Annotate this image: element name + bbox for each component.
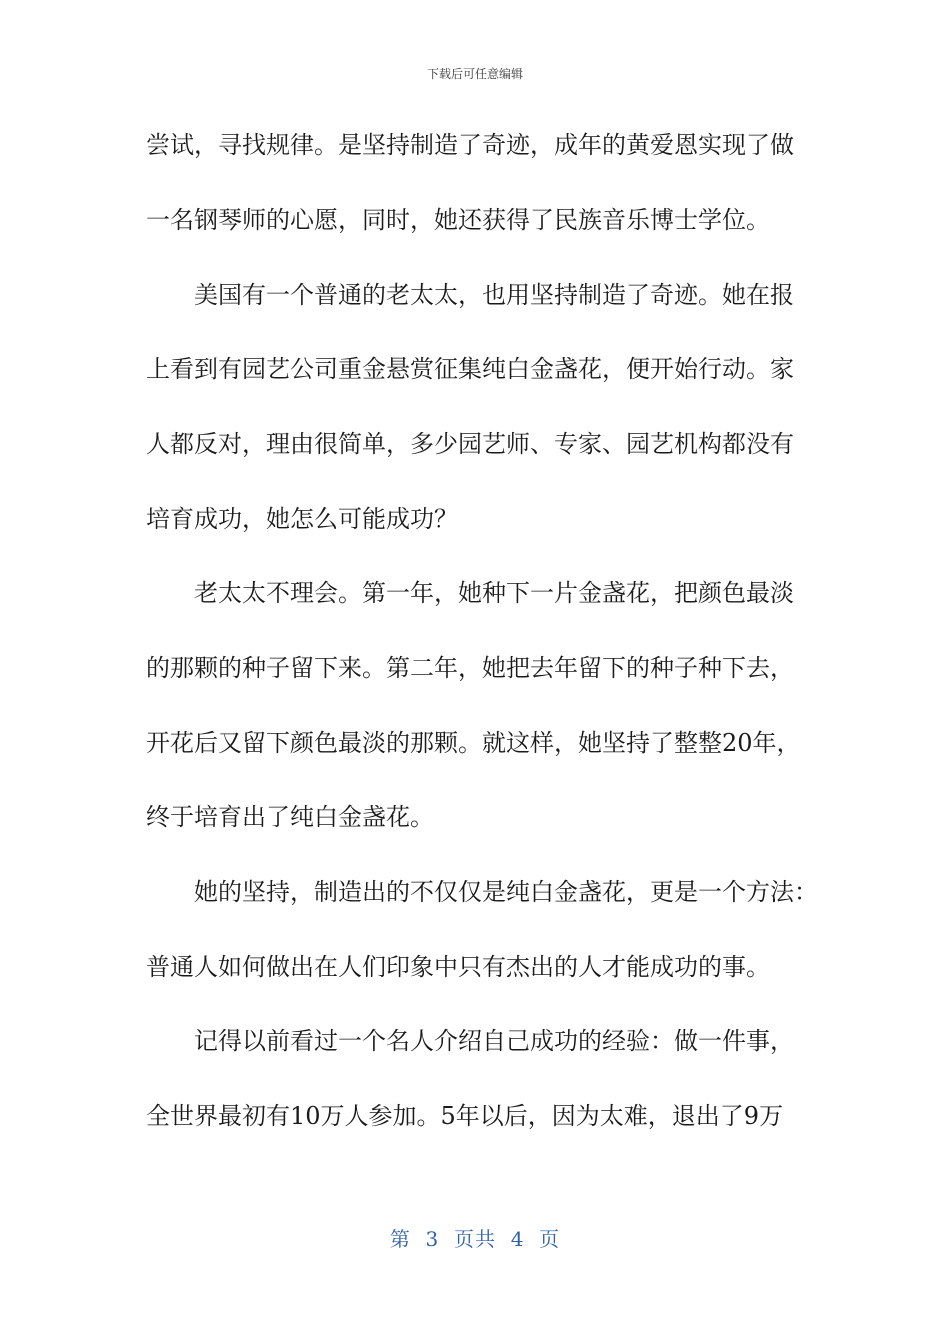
text-line: 开花后又留下颜色最淡的那颗。就这样，她坚持了整整20年， bbox=[146, 729, 801, 757]
text-line: 的那颗的种子留下来。第二年，她把去年留下的种子种下去， bbox=[146, 654, 794, 682]
text-line: 人都反对，理由很简单，多少园艺师、专家、园艺机构都没有 bbox=[146, 430, 794, 458]
text-line: 培育成功，她怎么可能成功？ bbox=[146, 505, 458, 533]
text-line: 终于培育出了纯白金盏花。 bbox=[146, 803, 434, 831]
page-header: 下载后可任意编辑 bbox=[426, 67, 523, 81]
paragraph-first-line: 记得以前看过一个名人介绍自己成功的经验：做一件事， bbox=[194, 1027, 794, 1055]
page-number-footer: 第 3 页共 4 页 bbox=[389, 1227, 561, 1251]
paragraph-first-line: 老太太不理会。第一年，她种下一片金盏花，把颜色最淡 bbox=[194, 579, 794, 607]
text-line: 全世界最初有10万人参加。5年以后，因为太难，退出了9万 bbox=[146, 1102, 784, 1130]
paragraph-first-line: 美国有一个普通的老太太，也用坚持制造了奇迹。她在报 bbox=[194, 281, 794, 309]
text-line: 尝试，寻找规律。是坚持制造了奇迹，成年的黄爱恩实现了做 bbox=[146, 131, 794, 159]
text-line: 普通人如何做出在人们印象中只有杰出的人才能成功的事。 bbox=[146, 953, 770, 981]
text-line: 上看到有园艺公司重金悬赏征集纯白金盏花，便开始行动。家 bbox=[146, 355, 794, 383]
text-line: 一名钢琴师的心愿，同时，她还获得了民族音乐博士学位。 bbox=[146, 206, 770, 234]
paragraph-first-line: 她的坚持，制造出的不仅仅是纯白金盏花，更是一个方法： bbox=[194, 878, 818, 906]
